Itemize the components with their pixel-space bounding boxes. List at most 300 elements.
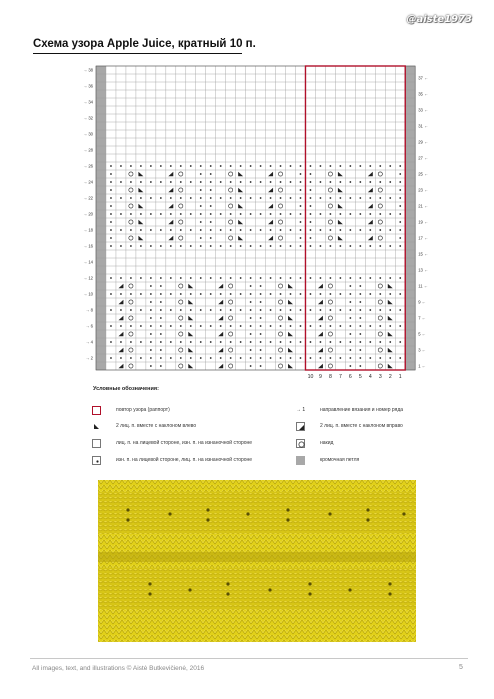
purl-symbol <box>320 341 322 343</box>
purl-symbol <box>180 309 182 311</box>
purl-symbol <box>230 165 232 167</box>
purl-symbol <box>240 325 242 327</box>
purl-symbol <box>320 165 322 167</box>
purl-symbol <box>349 293 351 295</box>
purl-symbol <box>369 293 371 295</box>
purl-symbol <box>140 309 142 311</box>
purl-symbol <box>260 365 262 367</box>
stitch-number: 3 <box>378 374 382 380</box>
purl-symbol <box>270 197 272 199</box>
purl-symbol <box>190 165 192 167</box>
purl-symbol <box>399 189 401 191</box>
purl-symbol <box>200 205 202 207</box>
purl-symbol <box>220 293 222 295</box>
purl-symbol <box>399 341 401 343</box>
row-number-right: 23 ← <box>418 187 429 193</box>
purl-symbol <box>250 197 252 199</box>
purl-symbol <box>120 245 122 247</box>
purl-symbol <box>150 277 152 279</box>
purl-symbol <box>140 245 142 247</box>
purl-symbol <box>200 245 202 247</box>
purl-symbol <box>330 325 332 327</box>
row-number-right: 29 ← <box>418 139 429 145</box>
row-number-right: 17 ← <box>418 235 429 241</box>
purl-symbol <box>349 309 351 311</box>
purl-symbol <box>150 357 152 359</box>
purl-symbol <box>120 309 122 311</box>
purl-symbol <box>130 245 132 247</box>
purl-symbol <box>150 341 152 343</box>
row-number-right: 15 ← <box>418 251 429 257</box>
purl-symbol <box>140 229 142 231</box>
purl-symbol <box>230 325 232 327</box>
purl-symbol <box>150 333 152 335</box>
purl-symbol <box>379 229 381 231</box>
purl-symbol <box>200 173 202 175</box>
purl-symbol <box>190 293 192 295</box>
purl-symbol <box>359 293 361 295</box>
purl-symbol <box>310 165 312 167</box>
purl-symbol <box>310 309 312 311</box>
purl-symbol <box>260 181 262 183</box>
purl-symbol <box>150 197 152 199</box>
purl-symbol <box>379 213 381 215</box>
purl-symbol <box>310 173 312 175</box>
purl-symbol <box>110 221 112 223</box>
row-number-left: → 16 <box>82 243 93 249</box>
row-number-left: → 6 <box>85 323 93 329</box>
purl-symbol <box>399 325 401 327</box>
purl-symbol <box>349 165 351 167</box>
purl-symbol <box>310 237 312 239</box>
purl-symbol <box>260 317 262 319</box>
purl-symbol <box>349 365 351 367</box>
purl-symbol <box>399 213 401 215</box>
row-number-left: → 22 <box>82 195 93 201</box>
purl-symbol <box>300 245 302 247</box>
purl-symbol <box>330 181 332 183</box>
purl-symbol <box>310 189 312 191</box>
purl-symbol <box>230 277 232 279</box>
purl-symbol <box>170 165 172 167</box>
purl-symbol <box>130 293 132 295</box>
purl-symbol <box>320 357 322 359</box>
row-number-left: → 2 <box>85 355 93 361</box>
purl-symbol <box>130 309 132 311</box>
purl-symbol <box>399 277 401 279</box>
purl-symbol <box>320 213 322 215</box>
purl-symbol <box>359 333 361 335</box>
purl-symbol <box>330 197 332 199</box>
purl-symbol <box>260 349 262 351</box>
purl-symbol <box>379 277 381 279</box>
purl-symbol <box>150 349 152 351</box>
purl-symbol <box>270 245 272 247</box>
purl-symbol <box>230 309 232 311</box>
purl-symbol <box>220 309 222 311</box>
purl-symbol <box>240 165 242 167</box>
stitch-number: 9 <box>318 374 322 380</box>
legend-item-k2tog-left <box>92 422 272 432</box>
purl-symbol <box>220 357 222 359</box>
purl-symbol <box>210 237 212 239</box>
purl-symbol <box>190 181 192 183</box>
row-number-left: → 18 <box>82 227 93 233</box>
purl-symbol <box>379 245 381 247</box>
purl-symbol <box>349 229 351 231</box>
purl-symbol <box>120 213 122 215</box>
purl-symbol <box>310 357 312 359</box>
purl-symbol <box>180 293 182 295</box>
purl-symbol <box>389 325 391 327</box>
purl-symbol <box>250 293 252 295</box>
stitch-number: 2 <box>388 374 392 380</box>
purl-symbol <box>339 181 341 183</box>
legend-text: лиц. п. на лицевой стороне, изн. п. на изнаночной стороне <box>116 440 253 446</box>
purl-symbol <box>290 229 292 231</box>
purl-symbol <box>200 277 202 279</box>
purl-symbol <box>349 341 351 343</box>
purl-symbol <box>250 301 252 303</box>
purl-symbol <box>190 325 192 327</box>
copyright-text: All images, text, and illustrations © Aistė Butkevičienė, 2016 <box>32 665 205 672</box>
purl-symbol <box>270 181 272 183</box>
purl-symbol <box>300 237 302 239</box>
purl-symbol <box>120 165 122 167</box>
purl-symbol <box>230 181 232 183</box>
purl-symbol <box>399 205 401 207</box>
knitted-sample-photo <box>98 480 416 642</box>
purl-symbol <box>300 277 302 279</box>
purl-symbol <box>200 309 202 311</box>
purl-symbol <box>349 277 351 279</box>
legend-text: кромочная петля <box>320 457 360 463</box>
purl-symbol <box>369 197 371 199</box>
purl-symbol <box>280 213 282 215</box>
purl-symbol <box>170 229 172 231</box>
row-number-right: 25 ← <box>418 171 429 177</box>
purl-symbol <box>180 357 182 359</box>
purl-symbol <box>230 293 232 295</box>
purl-symbol <box>160 181 162 183</box>
purl-symbol <box>280 357 282 359</box>
purl-symbol <box>359 245 361 247</box>
purl-symbol <box>389 341 391 343</box>
purl-symbol <box>130 341 132 343</box>
purl-symbol <box>359 301 361 303</box>
purl-symbol <box>200 181 202 183</box>
purl-symbol <box>300 341 302 343</box>
purl-symbol <box>389 357 391 359</box>
purl-symbol <box>270 277 272 279</box>
purl-symbol <box>210 197 212 199</box>
purl-symbol <box>210 189 212 191</box>
purl-symbol <box>230 341 232 343</box>
purl-symbol <box>170 325 172 327</box>
purl-symbol <box>330 229 332 231</box>
purl-symbol <box>310 293 312 295</box>
purl-symbol <box>369 309 371 311</box>
purl-symbol <box>359 165 361 167</box>
purl-symbol <box>300 181 302 183</box>
purl-symbol <box>300 357 302 359</box>
legend-item-arrow <box>296 406 476 416</box>
purl-symbol <box>150 285 152 287</box>
legend-text: накид <box>320 440 334 446</box>
purl-symbol <box>320 197 322 199</box>
row-number-left: → 12 <box>82 275 93 281</box>
row-number-right: 9 ← <box>418 299 426 305</box>
purl-symbol <box>359 357 361 359</box>
purl-symbol <box>150 245 152 247</box>
purl-symbol <box>220 229 222 231</box>
legend-text: направление вязания и номер ряда <box>320 407 404 413</box>
purl-symbol <box>399 229 401 231</box>
purl-symbol <box>349 325 351 327</box>
purl-symbol <box>349 181 351 183</box>
purl-symbol <box>359 213 361 215</box>
purl-symbol <box>210 341 212 343</box>
purl-symbol <box>170 181 172 183</box>
row-number-right: 19 ← <box>418 219 429 225</box>
purl-symbol <box>110 181 112 183</box>
purl-symbol <box>399 357 401 359</box>
purl-symbol <box>220 165 222 167</box>
purl-symbol <box>110 237 112 239</box>
purl-symbol <box>220 197 222 199</box>
purl-symbol <box>200 165 202 167</box>
purl-symbol <box>300 165 302 167</box>
purl-symbol <box>140 325 142 327</box>
purl-symbol <box>170 245 172 247</box>
purl-symbol <box>369 181 371 183</box>
purl-symbol <box>130 213 132 215</box>
purl-symbol <box>260 277 262 279</box>
row-number-left: → 26 <box>82 163 93 169</box>
purl-symbol <box>280 293 282 295</box>
purl-symbol <box>160 277 162 279</box>
purl-symbol <box>339 325 341 327</box>
purl-symbol <box>260 341 262 343</box>
purl-symbol <box>110 325 112 327</box>
purl-symbol <box>310 341 312 343</box>
purl-symbol <box>270 293 272 295</box>
purl-symbol <box>290 341 292 343</box>
purl-symbol <box>140 165 142 167</box>
purl-symbol <box>349 349 351 351</box>
row-number-right: 21 ← <box>418 203 429 209</box>
purl-symbol <box>310 181 312 183</box>
row-number-right: 31 ← <box>418 123 429 129</box>
purl-symbol <box>140 341 142 343</box>
purl-symbol <box>300 221 302 223</box>
purl-symbol <box>210 357 212 359</box>
row-number-right: 11 ← <box>418 283 428 289</box>
purl-symbol <box>260 325 262 327</box>
row-number-left: → 28 <box>82 147 93 153</box>
purl-symbol <box>150 181 152 183</box>
purl-symbol <box>170 197 172 199</box>
purl-symbol <box>389 245 391 247</box>
purl-symbol <box>170 293 172 295</box>
purl-symbol <box>280 309 282 311</box>
purl-symbol <box>389 197 391 199</box>
purl-symbol <box>150 165 152 167</box>
purl-symbol <box>339 245 341 247</box>
row-number-right: 37 ← <box>418 75 429 81</box>
purl-symbol <box>260 357 262 359</box>
purl-symbol <box>250 309 252 311</box>
purl-symbol <box>140 277 142 279</box>
purl-symbol <box>120 357 122 359</box>
legend-item-purl <box>92 456 312 466</box>
purl-symbol <box>170 357 172 359</box>
row-number-left: → 32 <box>82 115 93 121</box>
legend-item-yarn-over <box>296 439 476 449</box>
purl-symbol <box>339 277 341 279</box>
purl-symbol <box>180 197 182 199</box>
purl-symbol <box>140 197 142 199</box>
k2tog-left-icon <box>92 422 101 431</box>
purl-symbol <box>330 245 332 247</box>
legend-item-repeat <box>92 406 272 416</box>
purl-symbol <box>310 277 312 279</box>
purl-symbol <box>290 325 292 327</box>
purl-symbol <box>240 309 242 311</box>
row-number-right: 7 ← <box>418 315 426 321</box>
purl-symbol <box>270 165 272 167</box>
purl-symbol <box>379 165 381 167</box>
purl-symbol <box>150 365 152 367</box>
purl-symbol <box>300 309 302 311</box>
purl-symbol <box>200 341 202 343</box>
row-number-right: 13 ← <box>418 267 429 273</box>
purl-symbol <box>200 229 202 231</box>
purl-symbol <box>110 309 112 311</box>
purl-symbol <box>140 293 142 295</box>
purl-symbol <box>150 301 152 303</box>
purl-symbol <box>290 181 292 183</box>
purl-symbol <box>389 229 391 231</box>
purl-symbol <box>240 213 242 215</box>
purl-symbol <box>110 245 112 247</box>
purl-symbol <box>120 341 122 343</box>
purl-symbol <box>130 197 132 199</box>
purl-symbol <box>120 277 122 279</box>
purl-symbol <box>130 325 132 327</box>
purl-symbol <box>379 293 381 295</box>
purl-symbol <box>230 357 232 359</box>
purl-symbol <box>290 357 292 359</box>
repeat-icon <box>92 406 101 415</box>
purl-symbol <box>260 197 262 199</box>
purl-symbol <box>160 197 162 199</box>
purl-symbol <box>110 277 112 279</box>
purl-symbol <box>210 205 212 207</box>
purl-symbol <box>310 213 312 215</box>
purl-symbol <box>300 189 302 191</box>
stitch-number: 1 <box>398 374 402 380</box>
purl-icon <box>92 456 101 465</box>
purl-symbol <box>220 213 222 215</box>
purl-symbol <box>210 325 212 327</box>
purl-symbol <box>320 309 322 311</box>
purl-symbol <box>290 293 292 295</box>
purl-symbol <box>300 173 302 175</box>
purl-symbol <box>250 365 252 367</box>
purl-symbol <box>320 277 322 279</box>
purl-symbol <box>290 197 292 199</box>
purl-symbol <box>330 309 332 311</box>
purl-symbol <box>310 205 312 207</box>
purl-symbol <box>110 205 112 207</box>
purl-symbol <box>110 357 112 359</box>
purl-symbol <box>359 285 361 287</box>
purl-symbol <box>369 277 371 279</box>
purl-symbol <box>359 277 361 279</box>
purl-symbol <box>250 285 252 287</box>
legend-text: 2 лиц. п. вместе с наклоном влево <box>116 423 197 429</box>
purl-symbol <box>140 357 142 359</box>
purl-symbol <box>160 309 162 311</box>
page-title: Схема узора Apple Juice, кратный 10 п. <box>33 38 256 50</box>
purl-symbol <box>250 245 252 247</box>
purl-symbol <box>130 277 132 279</box>
purl-symbol <box>339 165 341 167</box>
purl-symbol <box>240 341 242 343</box>
purl-symbol <box>260 229 262 231</box>
purl-symbol <box>200 357 202 359</box>
purl-symbol <box>110 197 112 199</box>
purl-symbol <box>339 341 341 343</box>
purl-symbol <box>339 213 341 215</box>
purl-symbol <box>210 181 212 183</box>
purl-symbol <box>160 293 162 295</box>
purl-symbol <box>210 309 212 311</box>
purl-symbol <box>250 341 252 343</box>
purl-symbol <box>270 357 272 359</box>
stitch-number: 10 <box>307 374 314 380</box>
purl-symbol <box>200 189 202 191</box>
purl-symbol <box>270 325 272 327</box>
purl-symbol <box>160 357 162 359</box>
purl-symbol <box>369 165 371 167</box>
purl-symbol <box>399 293 401 295</box>
purl-symbol <box>349 357 351 359</box>
purl-symbol <box>200 221 202 223</box>
purl-symbol <box>339 357 341 359</box>
legend-item-edge-stitch <box>296 456 476 466</box>
arrow-icon: → 1 <box>296 407 306 413</box>
purl-symbol <box>359 325 361 327</box>
purl-symbol <box>210 213 212 215</box>
k2tog-right-icon <box>296 422 305 431</box>
footer-divider <box>30 658 468 659</box>
purl-symbol <box>210 221 212 223</box>
legend-item-knit <box>92 439 312 449</box>
purl-symbol <box>110 229 112 231</box>
purl-symbol <box>399 197 401 199</box>
purl-symbol <box>160 365 162 367</box>
purl-symbol <box>339 229 341 231</box>
purl-symbol <box>359 181 361 183</box>
purl-symbol <box>330 277 332 279</box>
purl-symbol <box>280 181 282 183</box>
purl-symbol <box>320 245 322 247</box>
purl-symbol <box>320 325 322 327</box>
row-number-left: → 4 <box>85 339 93 345</box>
purl-symbol <box>260 333 262 335</box>
